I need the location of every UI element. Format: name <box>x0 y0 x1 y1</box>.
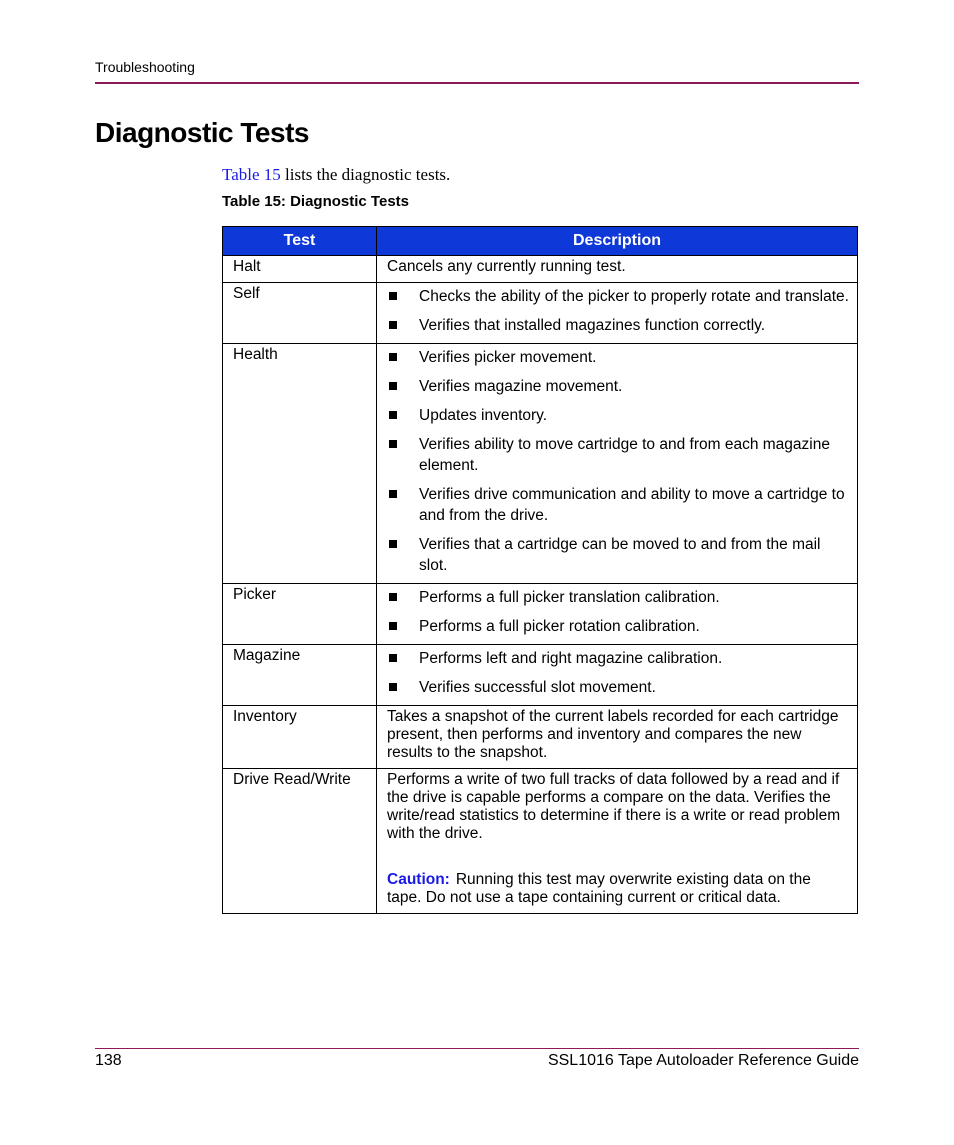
header-rule <box>95 82 859 84</box>
description-cell <box>377 584 858 645</box>
description-cell <box>377 256 858 283</box>
bullet-text: Updates inventory. <box>419 407 548 424</box>
square-bullet-icon <box>389 321 397 329</box>
bullet-marker-icon <box>387 648 419 669</box>
test-name-cell: Self <box>223 283 377 344</box>
column-header-description: Description <box>377 227 858 256</box>
bullet-text: Performs left and right magazine calibration. <box>419 650 723 667</box>
table-caption: Table 15: Diagnostic Tests <box>222 193 409 210</box>
description-text: Takes a snapshot of the current labels recorded for each cartridge present, then performs and inventory and compares the new results to the snapshot. <box>387 708 839 761</box>
table-row <box>223 344 858 584</box>
bullet-text: Verifies picker movement. <box>419 349 597 366</box>
bullet-marker-icon <box>387 405 419 426</box>
bullet-item <box>387 347 849 368</box>
bullet-text: Performs a full picker rotation calibration. <box>419 618 700 635</box>
column-header-test: Test <box>223 227 377 256</box>
bullet-item <box>387 315 849 336</box>
diagnostic-tests-table <box>222 226 858 914</box>
square-bullet-icon <box>389 540 397 548</box>
test-name-cell: Inventory <box>223 706 377 769</box>
bullet-item <box>387 616 849 637</box>
description-cell <box>377 344 858 584</box>
bullet-item <box>387 434 849 476</box>
bullet-item <box>387 376 849 397</box>
test-name-cell: Drive Read/Write <box>223 769 377 914</box>
square-bullet-icon <box>389 382 397 390</box>
bullet-list <box>387 584 849 644</box>
description-cell <box>377 283 858 344</box>
bullet-text: Verifies drive communication and ability to move a cartridge to and from the drive. <box>419 486 845 524</box>
bullet-marker-icon <box>387 484 419 526</box>
table-body <box>223 256 858 914</box>
bullet-item <box>387 534 849 576</box>
table-xref-link[interactable]: Table 15 <box>222 165 281 184</box>
table-row <box>223 706 858 769</box>
table-row <box>223 645 858 706</box>
caution-note <box>387 871 849 913</box>
square-bullet-icon <box>389 490 397 498</box>
bullet-marker-icon <box>387 286 419 307</box>
square-bullet-icon <box>389 654 397 662</box>
description-cell <box>377 706 858 769</box>
bullet-item <box>387 648 849 669</box>
bullet-text: Performs a full picker translation calibration. <box>419 589 720 606</box>
bullet-item <box>387 286 849 307</box>
square-bullet-icon <box>389 622 397 630</box>
test-name-cell: Picker <box>223 584 377 645</box>
bullet-text: Verifies successful slot movement. <box>419 679 656 696</box>
square-bullet-icon <box>389 411 397 419</box>
description-cell <box>377 645 858 706</box>
bullet-text: Verifies magazine movement. <box>419 378 623 395</box>
test-name-cell: Halt <box>223 256 377 283</box>
test-name-cell: Magazine <box>223 645 377 706</box>
table-row <box>223 769 858 914</box>
bullet-marker-icon <box>387 534 419 576</box>
bullet-marker-icon <box>387 677 419 698</box>
bullet-text: Verifies ability to move cartridge to and from each magazine element. <box>419 436 830 474</box>
bullet-text: Checks the ability of the picker to properly rotate and translate. <box>419 288 849 305</box>
table-row <box>223 584 858 645</box>
footer-title: SSL1016 Tape Autoloader Reference Guide <box>547 1052 859 1069</box>
square-bullet-icon <box>389 440 397 448</box>
bullet-marker-icon <box>387 376 419 397</box>
test-name-cell: Health <box>223 344 377 584</box>
page-number: 138 <box>95 1052 122 1069</box>
bullet-item <box>387 677 849 698</box>
bullet-item <box>387 484 849 526</box>
bullet-marker-icon <box>387 434 419 476</box>
bullet-item <box>387 405 849 426</box>
description-cell <box>377 769 858 914</box>
bullet-marker-icon <box>387 315 419 336</box>
square-bullet-icon <box>389 593 397 601</box>
intro-paragraph <box>222 165 450 185</box>
table-row <box>223 256 858 283</box>
intro-text: lists the diagnostic tests. <box>280 165 451 184</box>
caution-label: Caution: <box>387 871 450 888</box>
square-bullet-icon <box>389 292 397 300</box>
description-text: Performs a write of two full tracks of data followed by a read and if the drive is capable performs a compare on the data. Verifies the write/read statistics to determine if there is a write or read problem with the drive. <box>387 771 841 842</box>
bullet-item <box>387 587 849 608</box>
table-row <box>223 283 858 344</box>
running-header: Troubleshooting <box>95 59 195 75</box>
page-title: Diagnostic Tests <box>95 117 309 148</box>
table-header-row <box>223 227 858 256</box>
bullet-list <box>387 645 849 705</box>
bullet-list <box>387 283 849 343</box>
bullet-marker-icon <box>387 347 419 368</box>
caution-text: Running this test may overwrite existing data on the tape. Do not use a tape containing current or critical data. <box>387 871 811 906</box>
bullet-marker-icon <box>387 587 419 608</box>
bullet-list <box>387 344 849 583</box>
square-bullet-icon <box>389 683 397 691</box>
footer-rule <box>95 1048 859 1049</box>
bullet-text: Verifies that installed magazines function correctly. <box>419 317 766 334</box>
bullet-marker-icon <box>387 616 419 637</box>
description-text: Cancels any currently running test. <box>387 258 626 275</box>
bullet-text: Verifies that a cartridge can be moved to and from the mail slot. <box>419 536 821 574</box>
square-bullet-icon <box>389 353 397 361</box>
